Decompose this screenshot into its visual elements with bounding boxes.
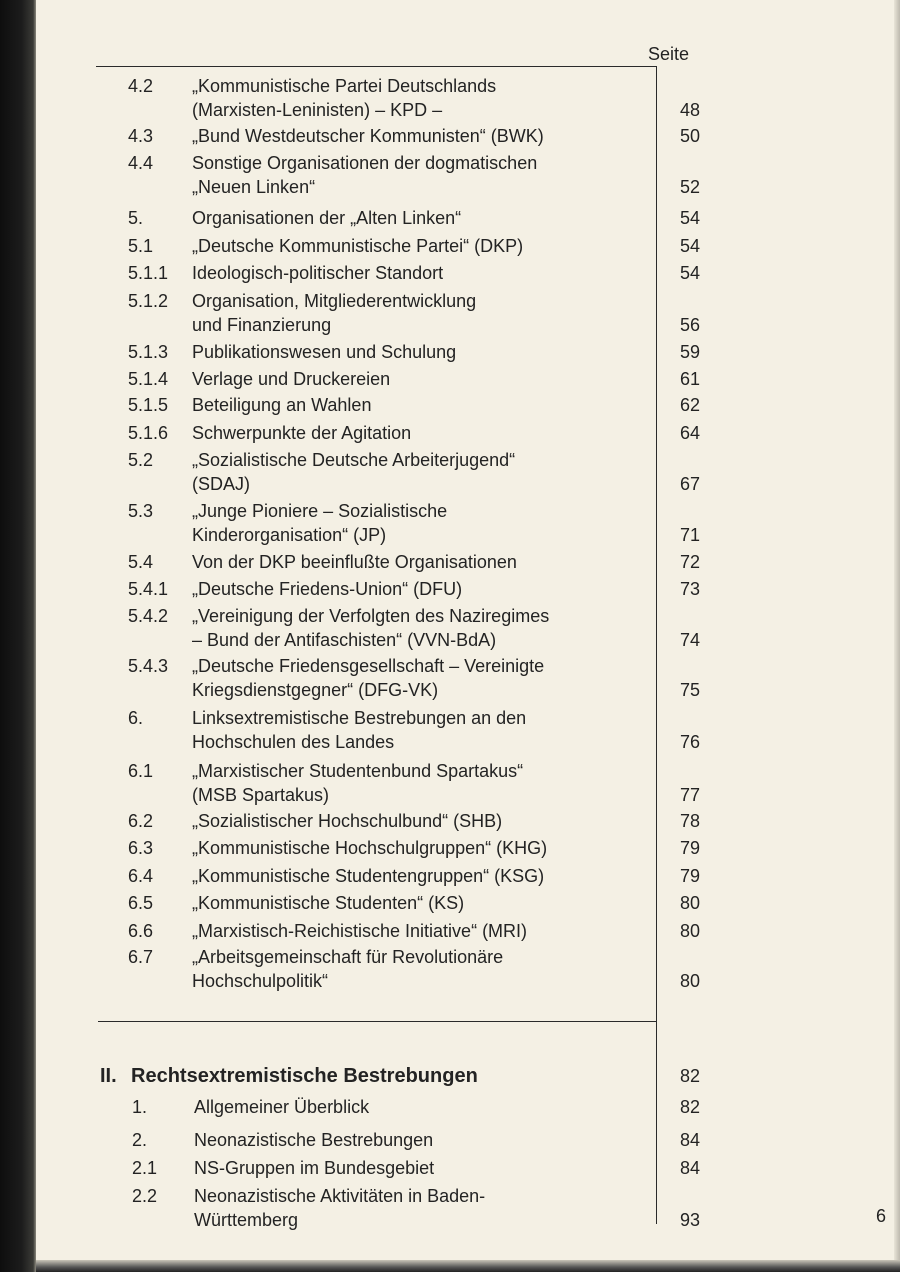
toc-entry-title-line: „Deutsche Kommunistische Partei“ (DKP) — [192, 236, 524, 256]
toc-entry-title — [194, 1184, 624, 1232]
toc-entry-title-line: Linksextremistische Bestrebungen an den — [192, 708, 527, 728]
toc-entry-title — [192, 289, 622, 337]
toc-entry-page: 54 — [679, 208, 700, 228]
toc-entry-page: 80 — [679, 921, 700, 941]
toc-entry-page: 80 — [679, 893, 700, 913]
toc-entry-title-line: „Junge Pioniere – Sozialistische — [192, 501, 448, 521]
toc-entry-title — [192, 945, 622, 993]
toc-entry-number: 6.7 — [128, 947, 154, 967]
toc-entry-page: 67 — [679, 474, 700, 494]
toc-entry-number: 6. — [128, 708, 144, 728]
toc-entry-number: 2.1 — [132, 1158, 158, 1178]
section-divider-rule — [98, 1021, 656, 1022]
toc-entry-number: 6.3 — [128, 838, 154, 858]
toc-entry-title-line: „Bund Westdeutscher Kommunisten“ (BWK) — [192, 126, 544, 146]
toc-entry-title — [192, 499, 622, 547]
toc-entry-title — [192, 836, 622, 860]
toc-entry-title-line: (Marxisten-Leninisten) – KPD – — [192, 100, 443, 120]
toc-entry-title-line: – Bund der Antifaschisten“ (VVN-BdA) — [192, 630, 497, 650]
toc-entry-title — [194, 1128, 624, 1152]
toc-entry-title — [192, 891, 622, 915]
toc-entry-page: 61 — [679, 369, 700, 389]
toc-entry-title-line: (MSB Spartakus) — [192, 785, 330, 805]
toc-entry-number: 2. — [132, 1130, 148, 1150]
toc-entry-title — [192, 759, 622, 807]
toc-entry-title-line: Publikationswesen und Schulung — [192, 342, 457, 362]
toc-entry-title — [192, 706, 622, 754]
toc-entry-title — [194, 1156, 624, 1180]
toc-entry-title — [192, 340, 622, 364]
toc-entry-title-line: Beteiligung an Wahlen — [192, 395, 372, 415]
toc-entry-number: 2.2 — [132, 1186, 158, 1206]
toc-entry-title — [192, 234, 622, 258]
toc-entry-page: 71 — [679, 525, 700, 545]
section-page: 82 — [679, 1066, 700, 1086]
toc-entry-number: 6.5 — [128, 893, 154, 913]
toc-entry-page: 72 — [679, 552, 700, 572]
toc-entry-number: 5.4.2 — [128, 606, 169, 626]
toc-entry-title-line: Organisationen der „Alten Linken“ — [192, 208, 462, 228]
toc-entry-title — [192, 124, 622, 148]
toc-entry-number: 5.1.2 — [128, 291, 169, 311]
toc-entry-title-line: „Marxistisch-Reichistische Initiative“ (MRI) — [192, 921, 528, 941]
toc-entry-number: 5.4 — [128, 552, 154, 572]
toc-entry-title-line: Kriegsdienstgegner“ (DFG-VK) — [192, 680, 439, 700]
page-number: 6 — [876, 1206, 887, 1226]
toc-entry-number: 4.2 — [128, 76, 154, 96]
toc-entry-title-line: Neonazistische Aktivitäten in Baden- — [194, 1186, 486, 1206]
toc-entry-page: 52 — [679, 177, 700, 197]
toc-entry-title-line: „Neuen Linken“ — [192, 177, 316, 197]
toc-entry-title — [192, 448, 622, 496]
toc-entry-page: 59 — [679, 342, 700, 362]
vertical-rule — [656, 66, 657, 1224]
toc-entry-title — [192, 604, 622, 652]
toc-entry-number: 4.3 — [128, 126, 154, 146]
toc-entry-page: 76 — [679, 732, 700, 752]
toc-entry-title-line: „Vereinigung der Verfolgten des Naziregimes — [192, 606, 550, 626]
toc-entry-page: 79 — [679, 866, 700, 886]
toc-entry-title — [192, 809, 622, 833]
toc-entry-page: 75 — [679, 680, 700, 700]
toc-entry-title-line: Von der DKP beeinflußte Organisationen — [192, 552, 517, 572]
toc-entry-title — [192, 206, 622, 230]
toc-entry-title — [192, 367, 622, 391]
toc-entry-page: 74 — [679, 630, 700, 650]
toc-entry-number: 5.1.1 — [128, 263, 169, 283]
toc-entry-number: 1. — [132, 1097, 148, 1117]
toc-entry-title-line: „Kommunistische Partei Deutschlands — [192, 76, 497, 96]
toc-entry-title-line: und Finanzierung — [192, 315, 332, 335]
toc-entry-title — [192, 550, 622, 574]
toc-entry-number: 5.2 — [128, 450, 154, 470]
toc-entry-title-line: Kinderorganisation“ (JP) — [192, 525, 387, 545]
toc-entry-title-line: „Deutsche Friedens-Union“ (DFU) — [192, 579, 463, 599]
toc-entry-title-line: Schwerpunkte der Agitation — [192, 423, 412, 443]
section-number: II. — [100, 1065, 117, 1087]
page-edge-bottom — [36, 1260, 900, 1272]
toc-entry-title-line: Ideologisch-politischer Standort — [192, 263, 444, 283]
toc-entry-page: 80 — [679, 971, 700, 991]
toc-entry-page: 78 — [679, 811, 700, 831]
toc-entry-title — [192, 864, 622, 888]
toc-entry-title-line: „Arbeitsgemeinschaft für Revolutionäre — [192, 947, 504, 967]
toc-entry-page: 77 — [679, 785, 700, 805]
toc-entry-page: 56 — [679, 315, 700, 335]
toc-entry-page: 79 — [679, 838, 700, 858]
toc-entry-title-line: „Kommunistische Studentengruppen“ (KSG) — [192, 866, 545, 886]
toc-entry-title — [192, 151, 622, 199]
toc-entry-number: 4.4 — [128, 153, 154, 173]
toc-entry-number: 5.1.4 — [128, 369, 169, 389]
toc-entry-title — [192, 577, 622, 601]
toc-entry-title-line: „Deutsche Friedensgesellschaft – Vereinigte — [192, 656, 545, 676]
toc-entry-page: 50 — [679, 126, 700, 146]
toc-entry-title — [192, 261, 622, 285]
toc-entry-title-line: „Kommunistische Studenten“ (KS) — [192, 893, 465, 913]
toc-entry-title-line: NS-Gruppen im Bundesgebiet — [194, 1158, 435, 1178]
toc-entry-page: 62 — [679, 395, 700, 415]
toc-entry-page: 84 — [679, 1130, 700, 1150]
toc-entry-number: 6.6 — [128, 921, 154, 941]
toc-entry-title — [192, 74, 622, 122]
toc-entry-page: 93 — [679, 1210, 700, 1230]
toc-entry-title-line: Verlage und Druckereien — [192, 369, 391, 389]
toc-entry-page: 48 — [679, 100, 700, 120]
toc-entry-title-line: (SDAJ) — [192, 474, 250, 494]
toc-entry-title — [194, 1095, 624, 1119]
toc-entry-page: 84 — [679, 1158, 700, 1178]
toc-entry-number: 5.1 — [128, 236, 154, 256]
toc-entry-title-line: „Marxistischer Studentenbund Spartakus“ — [192, 761, 524, 781]
toc-entry-title-line: Württemberg — [194, 1210, 299, 1230]
toc-entry-page: 54 — [679, 263, 700, 283]
toc-entry-number: 6.1 — [128, 761, 154, 781]
toc-entry-title-line: Organisation, Mitgliederentwicklung — [192, 291, 477, 311]
toc-entry-title-line: Sonstige Organisationen der dogmatischen — [192, 153, 538, 173]
page-column-header: Seite — [648, 44, 690, 64]
toc-entry-title — [192, 421, 622, 445]
toc-entry-title — [192, 393, 622, 417]
toc-entry-title-line: Hochschulpolitik“ — [192, 971, 329, 991]
toc-entry-number: 5.1.5 — [128, 395, 169, 415]
toc-entry-title-line: „Sozialistischer Hochschulbund“ (SHB) — [192, 811, 503, 831]
book-spine-shadow — [0, 0, 36, 1272]
toc-entry-title-line: „Kommunistische Hochschulgruppen“ (KHG) — [192, 838, 548, 858]
toc-entry-page: 64 — [679, 423, 700, 443]
toc-entry-number: 5.3 — [128, 501, 154, 521]
top-rule — [96, 66, 656, 67]
toc-entry-number: 5. — [128, 208, 144, 228]
toc-entry-page: 73 — [679, 579, 700, 599]
toc-entry-title-line: Neonazistische Bestrebungen — [194, 1130, 434, 1150]
toc-entry-page: 54 — [679, 236, 700, 256]
toc-entry-title-line: Hochschulen des Landes — [192, 732, 395, 752]
toc-entry-number: 6.2 — [128, 811, 154, 831]
toc-entry-number: 5.4.1 — [128, 579, 169, 599]
toc-entry-number: 5.1.6 — [128, 423, 169, 443]
toc-entry-number: 6.4 — [128, 866, 154, 886]
page-edge-right — [894, 0, 900, 1272]
toc-entry-title-line: „Sozialistische Deutsche Arbeiterjugend“ — [192, 450, 516, 470]
toc-entry-title-line: Allgemeiner Überblick — [194, 1097, 370, 1117]
section-title: Rechtsextremistische Bestrebungen — [131, 1065, 478, 1087]
toc-entry-title — [192, 654, 622, 702]
toc-entry-page: 82 — [679, 1097, 700, 1117]
toc-entry-number: 5.1.3 — [128, 342, 169, 362]
toc-entry-title — [192, 919, 622, 943]
toc-entry-number: 5.4.3 — [128, 656, 169, 676]
